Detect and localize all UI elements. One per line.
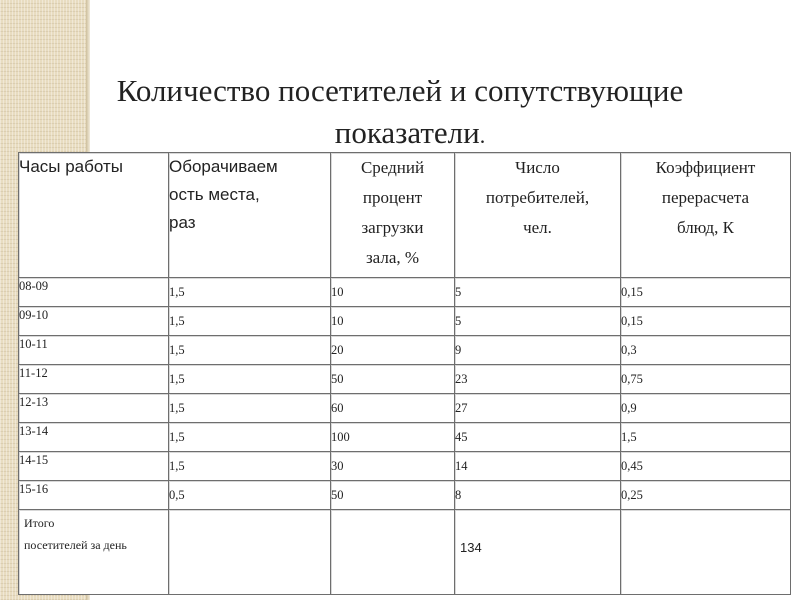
table-row: [19, 365, 791, 394]
cell-value: 5: [455, 314, 462, 328]
cell-value: 100: [331, 430, 350, 444]
table-row: [19, 394, 791, 423]
cell-value: 1,5: [169, 343, 185, 357]
cell-value: 1,5: [169, 430, 185, 444]
table-total-row: [19, 510, 791, 595]
cell-value: 20: [331, 343, 344, 357]
cell-turnover: [169, 365, 331, 394]
cell-turnover: [169, 423, 331, 452]
cell-total-coefficient: [621, 510, 791, 595]
cell-consumers: [455, 394, 621, 423]
cell-coefficient: [621, 365, 791, 394]
total-label-line-2: посетителей за день: [24, 538, 127, 552]
cell-hours: 13-14: [19, 423, 169, 452]
cell-hours: 14-15: [19, 452, 169, 481]
cell-hours: 12-13: [19, 394, 169, 423]
header-consumers-line: чел.: [523, 218, 552, 237]
cell-load: [331, 452, 455, 481]
table-header-row: [19, 153, 791, 278]
cell-value: 10: [331, 285, 344, 299]
cell-value: 30: [331, 459, 344, 473]
header-turnover-line: раз: [169, 213, 196, 232]
cell-coefficient: [621, 336, 791, 365]
cell-load: [331, 365, 455, 394]
header-hours-line: Часы работы: [19, 157, 123, 176]
header-load-line: процент: [362, 188, 423, 207]
cell-value: 1,5: [169, 372, 185, 386]
cell-value: 1,5: [169, 401, 185, 415]
cell-consumers: [455, 481, 621, 510]
header-turnover-line: Оборачиваем: [169, 157, 278, 176]
table-row: [19, 307, 791, 336]
header-consumers-line: потребителей,: [485, 188, 590, 207]
cell-consumers: [455, 452, 621, 481]
cell-value: 14: [455, 459, 468, 473]
cell-value: 23: [455, 372, 468, 386]
cell-coefficient: [621, 481, 791, 510]
cell-value: 8: [455, 488, 462, 502]
header-load-line: зала, %: [365, 248, 420, 267]
cell-total-label: [19, 510, 169, 595]
cell-value: 5: [455, 285, 462, 299]
visitors-table: [18, 152, 791, 595]
total-label: [19, 510, 168, 556]
cell-turnover: [169, 307, 331, 336]
cell-hours: 11-12: [19, 365, 169, 394]
cell-load: [331, 481, 455, 510]
table-row: [19, 423, 791, 452]
cell-consumers: [455, 336, 621, 365]
cell-value: 0,3: [621, 343, 637, 357]
cell-value: 0,25: [621, 488, 643, 502]
cell-turnover: [169, 278, 331, 307]
cell-load: [331, 423, 455, 452]
title-dot: .: [479, 123, 486, 148]
header-coefficient-line: перерасчета: [661, 188, 750, 207]
cell-total-turnover: [169, 510, 331, 595]
table-row: [19, 278, 791, 307]
cell-value: 60: [331, 401, 344, 415]
cell-value: 27: [455, 401, 468, 415]
cell-hours: 10-11: [19, 336, 169, 365]
cell-value: 1,5: [169, 314, 185, 328]
cell-consumers: [455, 365, 621, 394]
table-row: [19, 336, 791, 365]
cell-value: 50: [331, 372, 344, 386]
cell-value: 10: [331, 314, 344, 328]
title-line-1: Количество посетителей и сопутствующие: [116, 73, 684, 108]
cell-consumers: [455, 423, 621, 452]
table-row: [19, 452, 791, 481]
cell-total-consumers: [455, 510, 621, 595]
header-load-line: загрузки: [361, 218, 424, 237]
table-row: [19, 481, 791, 510]
header-coefficient: [621, 153, 791, 278]
cell-value: 0,15: [621, 314, 643, 328]
cell-value: 50: [331, 488, 344, 502]
cell-value: 0,5: [169, 488, 185, 502]
cell-value: 1,5: [169, 459, 185, 473]
header-consumers: [455, 153, 621, 278]
cell-hours: 08-09: [19, 278, 169, 307]
cell-load: [331, 278, 455, 307]
cell-consumers: [455, 307, 621, 336]
header-consumers-line: Число: [515, 158, 560, 177]
page-title: [0, 70, 800, 157]
cell-turnover: [169, 336, 331, 365]
total-consumers-value: 134: [460, 540, 482, 555]
cell-hours: 15-16: [19, 481, 169, 510]
header-coefficient-line: блюд, К: [676, 218, 735, 237]
header-coefficient-line: Коэффициент: [655, 158, 756, 177]
title-line-2: [0, 112, 800, 157]
cell-value: 0,9: [621, 401, 637, 415]
header-load-line: Средний: [360, 158, 425, 177]
cell-coefficient: [621, 278, 791, 307]
cell-turnover: [169, 452, 331, 481]
cell-coefficient: [621, 394, 791, 423]
cell-value: 9: [455, 343, 462, 357]
total-label-line-1: Итого: [24, 516, 55, 530]
cell-load: [331, 394, 455, 423]
header-turnover: [169, 153, 331, 278]
header-hours: [19, 153, 169, 278]
cell-turnover: [169, 394, 331, 423]
cell-value: 0,45: [621, 459, 643, 473]
cell-value: 1,5: [621, 430, 637, 444]
cell-hours: 09-10: [19, 307, 169, 336]
header-turnover-line: ость места,: [169, 185, 260, 204]
cell-coefficient: [621, 423, 791, 452]
cell-load: [331, 307, 455, 336]
cell-value: 0,75: [621, 372, 643, 386]
cell-total-load: [331, 510, 455, 595]
header-load-percent: [331, 153, 455, 278]
cell-load: [331, 336, 455, 365]
cell-turnover: [169, 481, 331, 510]
cell-coefficient: [621, 452, 791, 481]
title-line-2-text: показатели: [334, 115, 480, 150]
cell-value: 0,15: [621, 285, 643, 299]
cell-coefficient: [621, 307, 791, 336]
cell-consumers: [455, 278, 621, 307]
cell-value: 45: [455, 430, 468, 444]
cell-value: 1,5: [169, 285, 185, 299]
